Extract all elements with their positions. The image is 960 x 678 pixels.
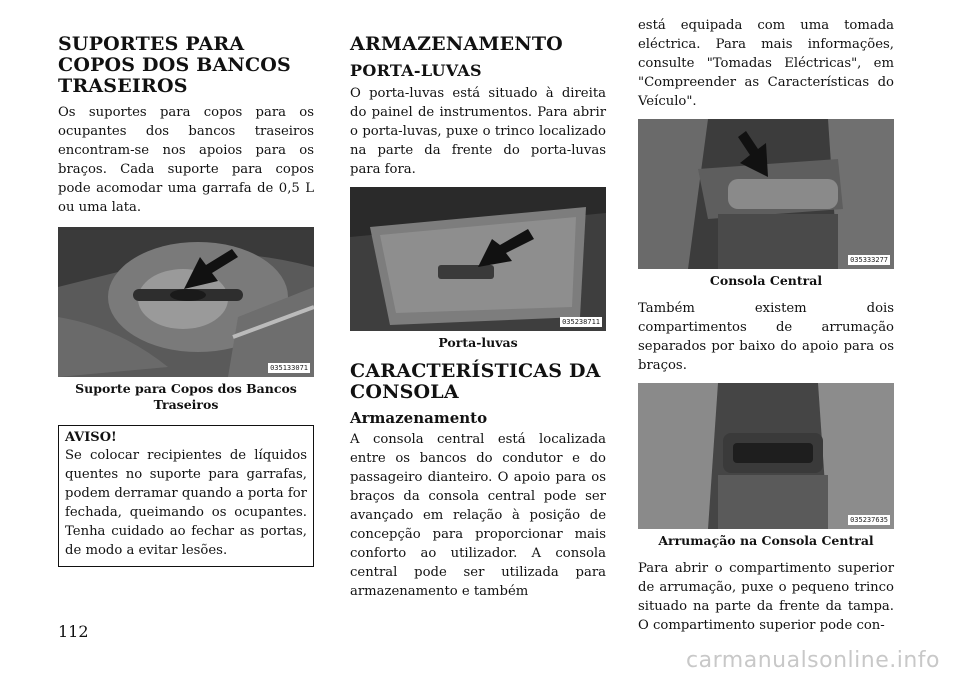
upper-compartment-paragraph: Para abrir o compartimento superior de arrumação, puxe o pequeno trinco situado na parte da frente da tampa. O compartimento superior pode con-: [638, 561, 894, 633]
cup-holders-paragraph: Os suportes para copos para os ocupantes dos bancos traseiros encontram-se nos apoios para os braços. Cada suporte para copos pode acomodar uma garrafa de 0,5 L ou uma lata.: [58, 105, 314, 215]
center-console-illustration: [638, 119, 894, 269]
figure-caption: Suporte para Copos dos Bancos Traseiros: [75, 381, 297, 412]
warning-text: Se colocar recipientes de líquidos quentes no suporte para garrafas, podem derramar quando a porta for fechada, queimando os ocupantes. Tenha cuidado ao fechar as portas, de modo a evitar lesões.: [65, 448, 307, 558]
figure-code: 035333277: [850, 256, 888, 264]
figure-code: 035133071: [270, 364, 308, 372]
console-outlet-paragraph: está equipada com uma tomada eléctrica. Para mais informações, consulte "Tomadas Eléctricas", em "Compreender as Características do Veículo".: [638, 18, 894, 109]
column-right: [638, 16, 894, 643]
console-paragraph: A consola central está localizada entre os bancos do condutor e do passageiro dianteiro. O apoio para os braços da consola central pode ser avançado em relação à posição de concepção para proporcionar mais conforto ao utilizador. A consola central pode ser utilizada para armazenamento e também: [350, 432, 606, 599]
column-left: [58, 34, 314, 567]
figure-code: 035238711: [562, 318, 600, 326]
glovebox-illustration: [350, 187, 606, 331]
warning-box: [58, 425, 314, 567]
section-heading-console: CARACTERÍSTICAS DA CONSOLA: [350, 360, 601, 403]
warning-title: AVISO!: [65, 430, 117, 445]
section-heading-storage: ARMAZENAMENTO: [350, 33, 563, 55]
figure-caption: Consola Central: [709, 273, 823, 288]
glovebox-paragraph: O porta-luvas está situado à direita do painel de instrumentos. Para abrir o porta-luvas, puxe o trinco localizado na parte da frente do porta-luvas para fora.: [350, 86, 606, 177]
figure-caption: Porta-luvas: [438, 335, 518, 350]
figure-rear-cup-holder: [58, 227, 314, 377]
figure-glovebox: [350, 187, 606, 331]
subheading-glovebox: PORTA-LUVAS: [350, 61, 482, 80]
page-number: 112: [58, 622, 89, 641]
site-watermark: carmanualsonline.info: [686, 648, 940, 673]
console-storage-illustration: [638, 383, 894, 529]
section-heading-cup-holders: SUPORTES PARA COPOS DOS BANCOS TRASEIROS: [58, 33, 291, 97]
subheading-console-storage: Armazenamento: [350, 409, 488, 427]
rear-cup-holder-illustration: [58, 227, 314, 377]
column-middle: [350, 34, 606, 609]
figure-code: 035237635: [850, 516, 888, 524]
figure-caption: Arrumação na Consola Central: [658, 533, 874, 548]
figure-console-storage: [638, 383, 894, 529]
compartments-paragraph: Também existem dois compartimentos de arrumação separados por baixo do apoio para os braços.: [638, 301, 894, 373]
figure-center-console: [638, 119, 894, 269]
